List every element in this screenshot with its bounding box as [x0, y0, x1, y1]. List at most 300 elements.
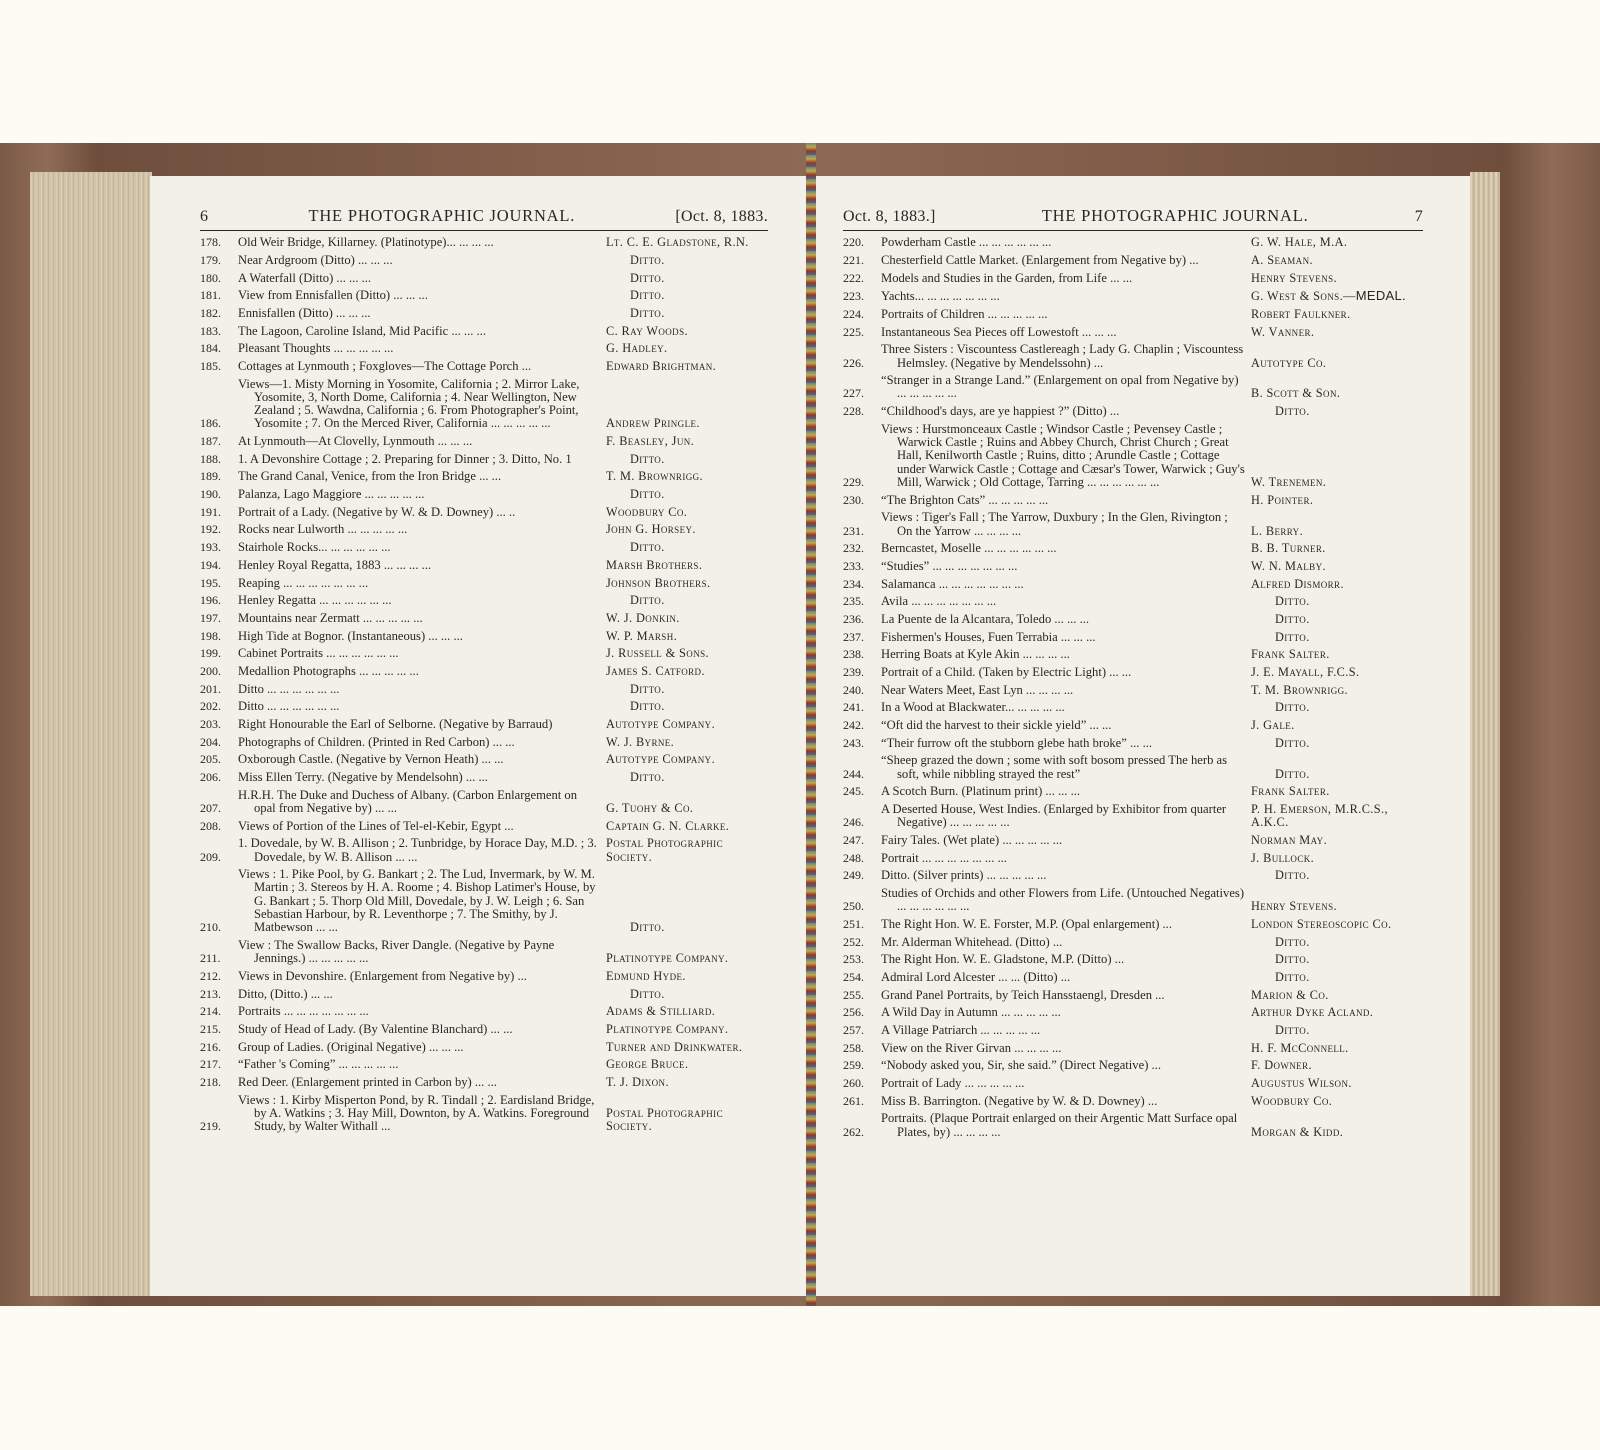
entry-description-text: Fishermen's Houses, Fuen Terrabia ... ... ...	[881, 629, 1096, 644]
entry-exhibitor	[600, 1107, 768, 1134]
entry-description	[881, 613, 1245, 626]
entry-description	[881, 1042, 1245, 1055]
entry-exhibitor	[600, 1076, 768, 1089]
exhibitor-name: Captain G. N. Clarke.	[606, 818, 730, 833]
exhibitor-name: Ditto.	[630, 681, 665, 696]
catalogue-entry	[200, 433, 768, 451]
exhibitor-name: John G. Horsey.	[606, 522, 696, 537]
catalogue-entry	[843, 492, 1423, 510]
entry-description-text: Powderham Castle ... ... ... ... ... ...	[881, 235, 1052, 250]
exhibitor-name: F. Beasley, Jun.	[606, 434, 695, 449]
entry-description-text: Three Sisters : Viscountess Castlereagh ; Lady G. Chaplin ; Viscountess Helmsley. (Negative by Mendelssohn) ...	[881, 342, 1244, 370]
entry-description-text: Views in Devonshire. (Enlargement from Negative by) ...	[238, 969, 527, 983]
entry-exhibitor	[600, 700, 768, 713]
entry-number: 213.	[200, 986, 221, 1001]
entry-number: 188.	[200, 451, 221, 466]
entry-description	[238, 272, 600, 285]
entry-description	[881, 631, 1245, 644]
exhibitor-name: L. Berry.	[1251, 523, 1304, 538]
entry-description-text: Miss Ellen Terry. (Negative by Mendelsohn) ... ...	[238, 769, 488, 784]
entry-number: 260.	[843, 1076, 864, 1091]
entry-number: 220.	[843, 235, 864, 250]
entry-exhibitor	[1245, 900, 1423, 913]
catalogue-entry	[843, 646, 1423, 664]
entry-exhibitor	[600, 254, 768, 267]
catalogue-entry	[843, 1004, 1423, 1022]
entry-description-text: Miss B. Barrington. (Negative by W. & D. Downey) ...	[881, 1093, 1158, 1108]
entry-number: 184.	[200, 341, 221, 356]
entry-number: 255.	[843, 987, 864, 1002]
entry-description-text: Ditto ... ... ... ... ... ...	[238, 681, 340, 696]
entry-exhibitor	[1245, 254, 1423, 267]
catalogue-entry	[843, 341, 1423, 372]
entry-number: 250.	[843, 899, 864, 914]
exhibitor-name: J. Bullock.	[1251, 850, 1315, 865]
entry-exhibitor	[600, 236, 768, 249]
exhibitor-name: A. Seaman.	[1251, 252, 1313, 267]
entry-number: 234.	[843, 576, 864, 591]
entry-exhibitor	[600, 289, 768, 302]
entry-description-text: Right Honourable the Earl of Selborne. (Negative by Barraud)	[238, 716, 553, 731]
catalogue-entry	[843, 403, 1423, 421]
entry-exhibitor	[600, 470, 768, 483]
catalogue-entry	[200, 1021, 768, 1039]
exhibitor-name: Ditto.	[1275, 766, 1310, 781]
entry-exhibitor	[600, 771, 768, 784]
entry-description	[238, 665, 600, 678]
catalogue-entry	[200, 716, 768, 734]
entry-description	[238, 236, 600, 249]
entry-exhibitor	[600, 577, 768, 590]
entry-description-text: Group of Ladies. (Original Negative) ... ... ...	[238, 1039, 464, 1054]
exhibitor-name: Ditto.	[1275, 735, 1310, 750]
entry-exhibitor	[600, 488, 768, 501]
entry-description	[881, 423, 1245, 489]
entry-exhibitor	[1245, 953, 1423, 966]
entry-description-text: The Right Hon. W. E. Forster, M.P. (Opal enlargement) ...	[881, 916, 1172, 931]
entry-exhibitor	[600, 325, 768, 338]
exhibitor-name: Ditto.	[630, 699, 665, 714]
entry-number: 200.	[200, 663, 221, 678]
entry-description	[881, 648, 1245, 661]
catalogue-entry	[843, 558, 1423, 576]
entry-description	[881, 684, 1245, 697]
entry-description	[238, 360, 600, 373]
exhibitor-name: G. Hadley.	[606, 341, 668, 356]
entry-exhibitor	[600, 921, 768, 934]
exhibitor-name: F. Downer.	[1251, 1058, 1312, 1073]
entry-description	[238, 736, 600, 749]
exhibitor-name: James S. Catford.	[606, 663, 705, 678]
exhibitor-name: T. J. Dixon.	[606, 1075, 669, 1090]
entry-description-text: Berncastet, Moselle ... ... ... ... ... ...	[881, 541, 1057, 556]
catalogue-entry	[200, 698, 768, 716]
catalogue-entry	[843, 306, 1423, 324]
entry-number: 239.	[843, 665, 864, 680]
exhibitor-name: Ditto.	[1275, 952, 1310, 967]
entry-description	[881, 511, 1245, 538]
catalogue-entry	[843, 234, 1423, 252]
entry-description	[881, 326, 1245, 339]
exhibitor-name: Alfred Dismorr.	[1251, 576, 1344, 591]
entry-number: 236.	[843, 612, 864, 627]
catalogue-entry	[200, 340, 768, 358]
entry-exhibitor	[1245, 613, 1423, 626]
entry-description-text: Portraits ... ... ... ... ... ... ...	[238, 1004, 369, 1019]
entry-number: 202.	[200, 699, 221, 714]
exhibitor-name: Ditto.	[1275, 404, 1310, 419]
exhibitor-name: P. H. Emerson, M.R.C.S., A.K.C.	[1251, 802, 1388, 830]
entry-description	[238, 647, 600, 660]
entry-number: 261.	[843, 1093, 864, 1108]
entry-number: 237.	[843, 629, 864, 644]
catalogue-entry	[200, 769, 768, 787]
entry-description	[881, 290, 1245, 303]
exhibitor-name: W. Vanner.	[1251, 324, 1315, 339]
catalogue-entry	[843, 885, 1423, 916]
entry-exhibitor	[600, 1005, 768, 1018]
catalogue-entry	[200, 985, 768, 1003]
entry-description	[238, 289, 600, 302]
entry-description	[238, 753, 600, 766]
catalogue-entry	[200, 1003, 768, 1021]
entry-description	[238, 523, 600, 536]
exhibitor-name: Postal Photographic Society.	[606, 1106, 723, 1134]
entry-number: 189.	[200, 469, 221, 484]
catalogue-entry	[200, 322, 768, 340]
catalogue-entry	[200, 269, 768, 287]
entry-number: 212.	[200, 969, 221, 983]
catalogue-entry	[843, 969, 1423, 987]
entry-exhibitor	[1245, 785, 1423, 798]
entry-description-text: Cottages at Lynmouth ; Foxgloves—The Cottage Porch ...	[238, 358, 532, 373]
entry-number: 225.	[843, 324, 864, 339]
entry-description	[881, 1024, 1245, 1037]
entry-description-text: Near Ardgroom (Ditto) ... ... ...	[238, 252, 393, 267]
entry-number: 178.	[200, 235, 221, 250]
catalogue-entry	[843, 664, 1423, 682]
entry-exhibitor	[1245, 476, 1423, 489]
entry-number: 192.	[200, 522, 221, 537]
entry-description	[238, 970, 600, 983]
entry-exhibitor	[1245, 648, 1423, 661]
entry-exhibitor	[1245, 494, 1423, 507]
entry-exhibitor	[1245, 525, 1423, 538]
entry-exhibitor	[1245, 719, 1423, 732]
catalogue-entry	[843, 916, 1423, 934]
entry-number: 183.	[200, 323, 221, 338]
catalogue-entry	[843, 509, 1423, 540]
entry-number: 193.	[200, 540, 221, 555]
exhibitor-name: T. M. Brownrigg.	[606, 469, 704, 484]
entry-number: 262.	[843, 1124, 864, 1139]
entry-number: 186.	[200, 416, 221, 431]
entry-number: 231.	[843, 523, 864, 538]
entry-description-text: Portrait of a Child. (Taken by Electric Light) ... ...	[881, 665, 1132, 680]
exhibitor-name: Arthur Dyke Acland.	[1251, 1005, 1374, 1020]
entry-exhibitor	[600, 683, 768, 696]
entry-number: 244.	[843, 766, 864, 781]
exhibitor-name: W. P. Marsh.	[606, 628, 678, 643]
entry-description	[238, 594, 600, 607]
catalogue-entry	[200, 835, 768, 866]
entry-exhibitor	[600, 594, 768, 607]
entry-description-text: Study of Head of Lady. (By Valentine Blanchard) ... ...	[238, 1022, 513, 1037]
entry-description	[881, 254, 1245, 267]
catalogue-entry	[843, 1040, 1423, 1058]
entry-description-text: Views of Portion of the Lines of Tel-el-Kebir, Egypt ...	[238, 818, 514, 833]
catalogue-entry	[843, 252, 1423, 270]
catalogue-entry	[200, 866, 768, 937]
entry-number: 241.	[843, 700, 864, 715]
entry-number: 233.	[843, 559, 864, 573]
catalogue-entry	[200, 786, 768, 817]
entry-number: 223.	[843, 289, 864, 304]
exhibitor-name: W. Trenemen.	[1251, 475, 1327, 490]
entry-exhibitor	[600, 630, 768, 643]
catalogue-entry	[200, 1039, 768, 1057]
catalogue-entry	[843, 1093, 1423, 1111]
entry-exhibitor	[1245, 737, 1423, 750]
entry-exhibitor	[1245, 236, 1423, 249]
exhibitor-name: Ditto.	[1275, 934, 1310, 949]
entry-exhibitor	[1245, 701, 1423, 714]
entry-exhibitor	[1245, 578, 1423, 591]
entry-description	[881, 1112, 1245, 1139]
entry-description	[881, 785, 1245, 798]
entry-exhibitor	[1245, 308, 1423, 321]
exhibitor-name: Marion & Co.	[1251, 987, 1329, 1002]
entry-description-text: Portrait ... ... ... ... ... ... ...	[881, 850, 1007, 865]
entry-description	[238, 771, 600, 784]
entry-exhibitor	[600, 665, 768, 678]
entry-description	[881, 272, 1245, 285]
entry-exhibitor	[1245, 989, 1423, 1002]
entry-description-text: 1. Dovedale, by W. B. Allison ; 2. Tunbridge, by Horace Day, M.D. ; 3. Dovedale, by W. B. Allison ... ...	[238, 836, 597, 864]
entry-number: 256.	[843, 1005, 864, 1020]
entry-number: 211.	[200, 951, 221, 966]
entry-description	[238, 1076, 600, 1089]
catalogue-entry	[843, 629, 1423, 647]
entry-exhibitor	[1245, 684, 1423, 697]
entry-description	[238, 488, 600, 501]
entry-exhibitor	[1245, 852, 1423, 865]
entry-description-text: Rocks near Lulworth ... ... ... ... ...	[238, 522, 408, 537]
entry-exhibitor	[600, 1023, 768, 1036]
entry-description-text: Ditto, (Ditto.) ... ...	[238, 986, 333, 1001]
entry-number: 210.	[200, 920, 221, 935]
entry-description	[238, 307, 600, 320]
entry-description-text: Grand Panel Portraits, by Teich Hansstaengl, Dresden ...	[881, 987, 1165, 1002]
right-page-number: 7	[1414, 208, 1423, 225]
entry-exhibitor	[600, 802, 768, 815]
entry-description-text: Ennisfallen (Ditto) ... ... ...	[238, 305, 371, 320]
exhibitor-name: H. Pointer.	[1251, 492, 1314, 507]
entry-exhibitor	[1245, 560, 1423, 573]
entry-description-text: “The Brighton Cats” ... ... ... ... ...	[881, 492, 1049, 507]
catalogue-entry	[200, 751, 768, 769]
entry-description-text: “Sheep grazed the down ; some with soft bosom pressed The herb as soft, while nibbling strayed the rest”	[881, 753, 1228, 781]
entry-description-text: Portrait of Lady ... ... ... ... ...	[881, 1076, 1025, 1091]
entry-exhibitor	[600, 952, 768, 965]
entry-exhibitor	[600, 647, 768, 660]
medal-annotation: MEDAL.	[1355, 288, 1406, 304]
exhibitor-name: Platinotype Company.	[606, 1022, 729, 1037]
entry-description	[881, 737, 1245, 750]
entry-description-text: “Childhood's days, are ye happiest ?” (Ditto) ...	[881, 404, 1120, 419]
entry-exhibitor	[600, 1058, 768, 1071]
exhibitor-name: W. N. Malby.	[1251, 559, 1326, 573]
entry-exhibitor	[600, 820, 768, 833]
entry-number: 245.	[843, 784, 864, 799]
entry-number: 246.	[843, 815, 864, 830]
entry-number: 199.	[200, 646, 221, 661]
exhibitor-name: Ditto.	[630, 288, 665, 303]
entry-number: 232.	[843, 541, 864, 556]
entry-description-text: Old Weir Bridge, Killarney. (Platinotype)... ... ... ...	[238, 235, 494, 250]
entry-description	[881, 343, 1245, 370]
entry-exhibitor	[600, 1041, 768, 1054]
entry-description	[881, 1059, 1245, 1072]
entry-description-text: 1. A Devonshire Cottage ; 2. Preparing for Dinner ; 3. Ditto, No. 1	[238, 451, 572, 466]
exhibitor-name: J. E. Mayall, F.C.S.	[1251, 665, 1360, 680]
entry-description-text: A Waterfall (Ditto) ... ... ...	[238, 270, 372, 285]
entry-description-text: Herring Boats at Kyle Akin ... ... ... ...	[881, 647, 1070, 662]
entry-description-text: Views : Tiger's Fall ; The Yarrow, Duxbury ; In the Glen, Rivington ; On the Yarrow ... ... ... ...	[881, 510, 1228, 538]
exhibitor-name: Ditto.	[1275, 1023, 1310, 1038]
catalogue-entry	[200, 1056, 768, 1074]
entry-number: 257.	[843, 1023, 864, 1038]
entry-description-text: Red Deer. (Enlargement printed in Carbon by) ... ...	[238, 1075, 497, 1090]
entry-number: 229.	[843, 475, 864, 490]
entry-description-text: Views : Hurstmonceaux Castle ; Windsor Castle ; Pevensey Castle ; Warwick Castle ; Ruins and Abbey Church, Christ Church ; Great Hall, Kenilworth Castle ; Ruins, ditto ; Arundle Castle ; Cottage under Warwick Castle ; Cottage and Cæsar's Tower, Warwick ; Guy's Mill, Warwick ; Old Cottage, Tarring ... ... ... ... ... ...	[881, 421, 1245, 490]
left-entry-list	[200, 234, 768, 1136]
entry-exhibitor	[1245, 272, 1423, 285]
entry-description-text: Models and Studies in the Garden, from Life ... ...	[881, 270, 1133, 285]
entry-description	[881, 1006, 1245, 1019]
entry-description-text: Mr. Alderman Whitehead. (Ditto) ...	[881, 934, 1063, 949]
entry-exhibitor	[1245, 387, 1423, 400]
exhibitor-name: Ditto.	[630, 487, 665, 502]
catalogue-entry	[843, 951, 1423, 969]
exhibitor-name: Ditto.	[630, 252, 665, 267]
entry-exhibitor	[1245, 803, 1423, 830]
entry-description	[238, 630, 600, 643]
catalogue-entry	[200, 574, 768, 592]
exhibitor-name: Frank Salter.	[1251, 784, 1330, 799]
exhibitor-name: Henry Stevens.	[1251, 899, 1337, 914]
entry-description-text: Mountains near Zermatt ... ... ... ... ...	[238, 610, 423, 625]
entry-description	[881, 1095, 1245, 1108]
entry-exhibitor	[1245, 1126, 1423, 1139]
entry-exhibitor	[1245, 1042, 1423, 1055]
entry-number: 243.	[843, 735, 864, 750]
entry-description	[881, 719, 1245, 732]
entry-exhibitor	[600, 612, 768, 625]
entry-description	[238, 988, 600, 1001]
entry-description-text: A Wild Day in Autumn ... ... ... ... ...	[881, 1005, 1061, 1020]
entry-number: 215.	[200, 1022, 221, 1037]
exhibitor-name: G. Tuohy & Co.	[606, 800, 694, 815]
exhibitor-name: Andrew Pringle.	[606, 416, 700, 431]
entry-exhibitor	[1245, 666, 1423, 679]
catalogue-entry	[200, 234, 768, 252]
catalogue-entry	[843, 593, 1423, 611]
exhibitor-name: T. M. Brownrigg.	[1251, 682, 1349, 697]
entry-number: 185.	[200, 358, 221, 373]
exhibitor-name: J. Russell & Sons.	[606, 646, 709, 661]
entry-number: 181.	[200, 288, 221, 303]
exhibitor-name: Autotype Company.	[606, 752, 716, 767]
exhibitor-name: Ditto.	[1275, 868, 1310, 883]
entry-description-text: View : The Swallow Backs, River Dangle. (Negative by Payne Jennings.) ... ... ... ... ...	[238, 938, 555, 966]
entry-number: 201.	[200, 681, 221, 696]
entry-description-text: Cabinet Portraits ... ... ... ... ... ...	[238, 646, 399, 661]
entry-description	[238, 325, 600, 338]
entry-description-text: Views : 1. Kirby Misperton Pond, by R. Tindall ; 2. Eardisland Bridge, by A. Watkins ; 3. Hay Mill, Downton, by A. Watkins. Foreground Study, by Walter Withall ...	[238, 1092, 595, 1134]
catalogue-entry	[200, 937, 768, 968]
entry-number: 238.	[843, 647, 864, 662]
entry-exhibitor	[600, 307, 768, 320]
exhibitor-name: Edward Brightman.	[606, 358, 717, 373]
entry-description	[881, 405, 1245, 418]
entry-description-text: The Right Hon. W. E. Gladstone, M.P. (Ditto) ...	[881, 952, 1125, 967]
entry-number: 214.	[200, 1004, 221, 1019]
entry-exhibitor	[1245, 326, 1423, 339]
catalogue-entry	[200, 968, 768, 986]
exhibitor-name: Ditto.	[630, 305, 665, 320]
catalogue-entry	[843, 801, 1423, 832]
entry-number: 182.	[200, 305, 221, 320]
entry-exhibitor	[1245, 1006, 1423, 1019]
catalogue-entry	[843, 933, 1423, 951]
right-entry-list	[843, 234, 1423, 1141]
entry-description-text: High Tide at Bognor. (Instantaneous) ... ... ...	[238, 628, 463, 643]
entry-description	[881, 971, 1245, 984]
entry-description	[881, 236, 1245, 249]
entry-description	[881, 918, 1245, 931]
catalogue-entry	[200, 468, 768, 486]
entry-exhibitor	[1245, 1095, 1423, 1108]
entry-number: 226.	[843, 355, 864, 370]
exhibitor-name: Ditto.	[630, 451, 665, 466]
catalogue-entry	[200, 358, 768, 376]
entry-number: 203.	[200, 716, 221, 731]
catalogue-entry	[843, 1075, 1423, 1093]
entry-description-text: “Father 's Coming” ... ... ... ... ...	[238, 1057, 399, 1072]
entry-description	[881, 666, 1245, 679]
entry-description	[238, 612, 600, 625]
entry-exhibitor	[1245, 834, 1423, 847]
entry-exhibitor	[1245, 289, 1423, 303]
entry-description	[881, 803, 1245, 830]
page-edges-right	[1470, 172, 1500, 1296]
entry-description	[238, 506, 600, 519]
exhibitor-name: Ditto.	[630, 986, 665, 1001]
entry-description-text: Yachts... ... ... ... ... ... ...	[881, 289, 1000, 304]
entry-description	[238, 789, 600, 816]
entry-number: 194.	[200, 557, 221, 572]
entry-description-text: The Lagoon, Caroline Island, Mid Pacific ... ... ...	[238, 323, 486, 338]
right-journal-title: THE PHOTOGRAPHIC JOURNAL.	[1041, 206, 1309, 225]
entry-description-text: Admiral Lord Alcester ... ... (Ditto) ...	[881, 970, 1071, 984]
exhibitor-name: Norman May.	[1251, 833, 1328, 847]
exhibitor-name: Ditto.	[630, 270, 665, 285]
exhibitor-name: Morgan & Kidd.	[1251, 1124, 1344, 1139]
catalogue-entry	[843, 699, 1423, 717]
entry-number: 240.	[843, 682, 864, 697]
book-spine	[806, 143, 816, 1306]
